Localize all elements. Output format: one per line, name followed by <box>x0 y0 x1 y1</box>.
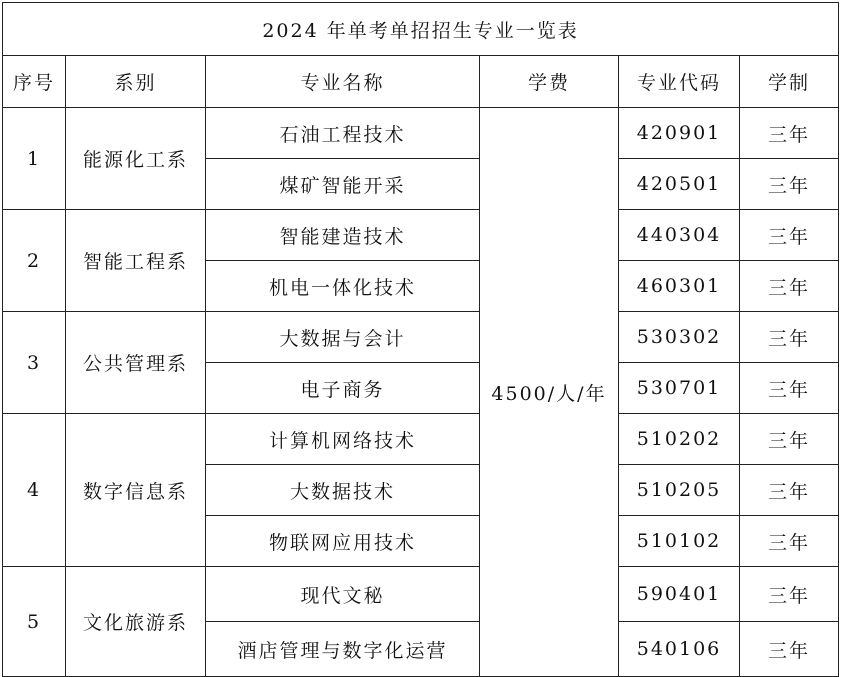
major-name: 大数据与会计 <box>206 312 480 363</box>
table-row <box>3 210 839 261</box>
major-code: 510202 <box>619 414 740 465</box>
header-major: 专业名称 <box>206 56 480 108</box>
major-duration: 三年 <box>740 414 839 465</box>
header-duration: 学制 <box>740 56 839 108</box>
group-department: 数字信息系 <box>66 414 206 567</box>
major-name: 机电一体化技术 <box>206 261 480 312</box>
major-duration: 三年 <box>740 159 839 210</box>
major-duration: 三年 <box>740 622 839 677</box>
group-index: 2 <box>3 210 66 312</box>
major-duration: 三年 <box>740 261 839 312</box>
group-department: 智能工程系 <box>66 210 206 312</box>
major-code: 510102 <box>619 516 740 567</box>
group-department: 公共管理系 <box>66 312 206 414</box>
header-row <box>3 56 839 108</box>
major-code: 530701 <box>619 363 740 414</box>
header-index: 序号 <box>3 56 66 108</box>
table-row <box>3 414 839 465</box>
major-name: 物联网应用技术 <box>206 516 480 567</box>
title-row <box>3 3 839 56</box>
group-index: 1 <box>3 108 66 210</box>
header-department: 系别 <box>66 56 206 108</box>
major-name: 煤矿智能开采 <box>206 159 480 210</box>
group-index: 3 <box>3 312 66 414</box>
major-code: 460301 <box>619 261 740 312</box>
major-code: 530302 <box>619 312 740 363</box>
major-code: 540106 <box>619 622 740 677</box>
group-department: 文化旅游系 <box>66 567 206 677</box>
major-code: 420901 <box>619 108 740 159</box>
table-row <box>3 567 839 622</box>
major-name: 智能建造技术 <box>206 210 480 261</box>
major-duration: 三年 <box>740 567 839 622</box>
major-name: 石油工程技术 <box>206 108 480 159</box>
group-department: 能源化工系 <box>66 108 206 210</box>
header-tuition: 学费 <box>480 56 619 108</box>
table-row <box>3 108 839 159</box>
table-row <box>3 312 839 363</box>
major-duration: 三年 <box>740 363 839 414</box>
table-title: 2024 年单考单招招生专业一览表 <box>3 3 839 56</box>
group-index: 5 <box>3 567 66 677</box>
major-code: 440304 <box>619 210 740 261</box>
major-name: 现代文秘 <box>206 567 480 622</box>
major-name: 大数据技术 <box>206 465 480 516</box>
major-code: 590401 <box>619 567 740 622</box>
header-code: 专业代码 <box>619 56 740 108</box>
group-index: 4 <box>3 414 66 567</box>
major-code: 510205 <box>619 465 740 516</box>
major-name: 计算机网络技术 <box>206 414 480 465</box>
major-duration: 三年 <box>740 516 839 567</box>
major-duration: 三年 <box>740 312 839 363</box>
major-duration: 三年 <box>740 210 839 261</box>
major-duration: 三年 <box>740 465 839 516</box>
major-name: 电子商务 <box>206 363 480 414</box>
major-duration: 三年 <box>740 108 839 159</box>
major-name: 酒店管理与数字化运营 <box>206 622 480 677</box>
tuition-cell: 4500/人/年 <box>480 108 619 677</box>
enrollment-table <box>2 2 839 677</box>
major-code: 420501 <box>619 159 740 210</box>
